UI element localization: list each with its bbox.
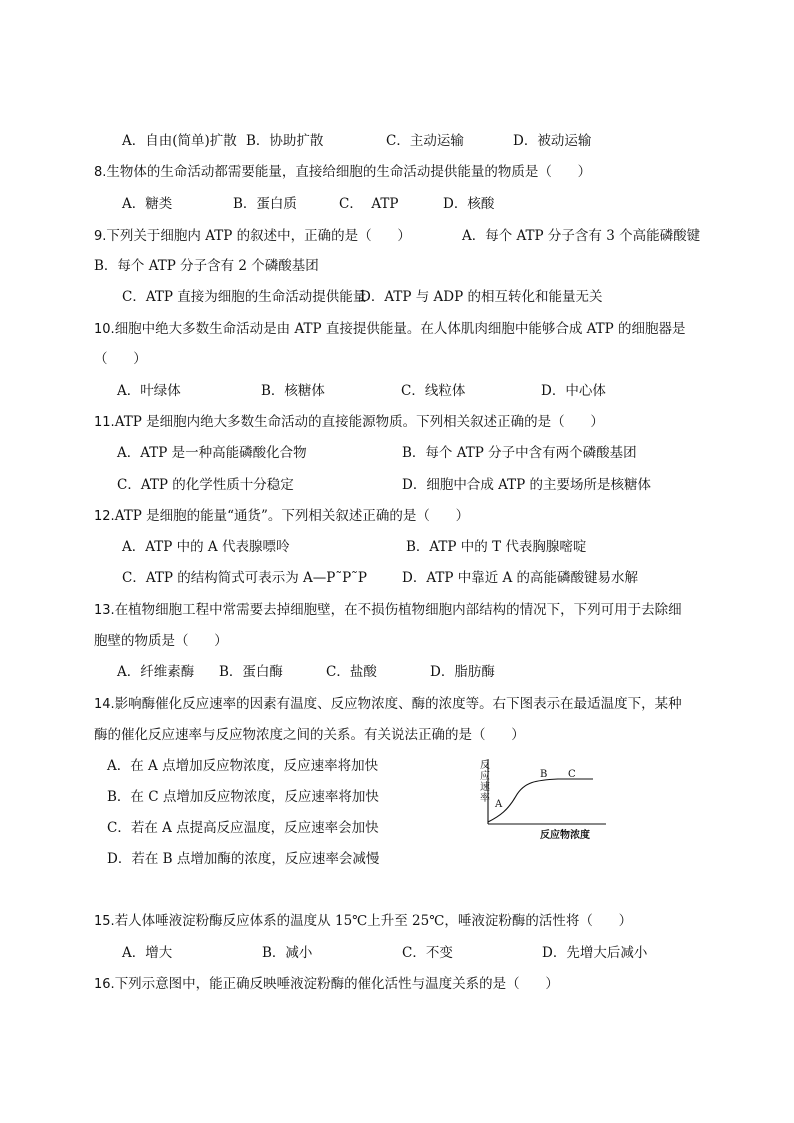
q7-option-a: A．自由(简单)扩散 [122,133,237,149]
question-text: 下列示意图中，能正确反映唾液淀粉酶的催化活性与温度关系的是（ ） [114,976,559,992]
question-text: 在植物细胞工程中常需要去掉细胞壁，在不损伤植物细胞内部结构的情况下，下列可用于去除细 [114,602,682,618]
y-axis-label-char: 反 [480,760,490,771]
q12-option-d: D．ATP 中靠近 A 的高能磷酸键易水解 [402,570,639,586]
q8-stem [94,163,591,182]
q10-stem-cont: （ ） [94,351,147,367]
q13-option-d: D．脂肪酶 [430,664,495,680]
q11-option-a: A．ATP 是一种高能磷酸化合物 [117,445,307,461]
q9-option-b: B．每个 ATP 分子含有 2 个磷酸基团 [94,258,319,274]
point-a-label: A [495,799,503,810]
q8-option-d: D．核酸 [443,196,495,212]
question-number: 9. [94,229,107,244]
q12-option-b: B．ATP 中的 T 代表胸腺嘧啶 [406,539,587,555]
q15-option-b: B．减小 [262,945,313,961]
q7-option-b: B．协助扩散 [246,133,324,149]
q10-option-b: B．核糖体 [261,383,325,399]
question-text: 细胞中绝大多数生命活动是由 ATP 直接提供能量。在人体肌肉细胞中能够合成 ATP 的细胞器是 [114,321,686,337]
question-number: 8. [94,165,107,180]
q16-stem [94,975,559,994]
q15-stem [94,912,632,931]
q10-option-c: C．线粒体 [401,383,466,399]
question-number: 16. [94,977,115,992]
q15-option-d: D．先增大后减小 [542,945,648,961]
question-number: 11. [94,415,115,430]
y-axis-label-char: 率 [480,793,490,804]
question-text: 若人体唾液淀粉酶反应体系的温度从 15℃上升至 25℃，唾液淀粉酶的活性将（ ） [114,913,633,929]
q10-stem [94,320,686,339]
question-text: ATP 是细胞内绝大多数生命活动的直接能源物质。下列相关叙述正确的是（ ） [114,414,604,430]
q7-option-c: C．主动运输 [386,133,464,149]
q11-option-c: C．ATP 的化学性质十分稳定 [117,477,294,493]
q12-option-a: A．ATP 中的 A 代表腺嘌呤 [122,539,290,555]
x-axis-label: 反应物浓度 [540,830,590,841]
q14-option-c: C．若在 A 点提高反应温度，反应速率会加快 [107,820,379,836]
question-text: 生物体的生命活动都需要能量，直接给细胞的生命活动提供能量的物质是（ ） [106,164,592,180]
question-number: 13. [94,603,115,618]
q11-stem [94,413,604,432]
q12-stem [94,507,469,526]
q13-option-a: A．纤维素酶 [117,664,195,680]
rate-curve [488,779,593,822]
q9-option-d: D．ATP 与 ADP 的相互转化和能量无关 [360,289,603,305]
q13-stem [94,601,682,620]
q13-stem-cont: 胞壁的物质是（ ） [94,633,228,649]
y-axis-label-char: 速 [480,782,490,793]
question-number: 15. [94,914,115,929]
q15-option-a: A．增大 [122,945,173,961]
q14-stem [94,695,682,714]
q9-option-c: C．ATP 直接为细胞的生命活动提供能量 [122,289,367,305]
q14-stem-cont: 酶的催化反应速率与反应物浓度之间的关系。有关说法正确的是（ ） [94,727,525,743]
q14-option-b: B．在 C 点增加反应物浓度，反应速率将加快 [107,789,379,805]
q13-option-b: B．蛋白酶 [219,664,283,680]
question-number: 12. [94,509,115,524]
point-b-label: B [540,769,548,780]
q8-option-b: B．蛋白质 [233,196,297,212]
q11-option-d: D．细胞中合成 ATP 的主要场所是核糖体 [402,477,652,493]
reaction-rate-graph [478,758,608,850]
question-text: 影响酶催化反应速率的因素有温度、反应物浓度、酶的浓度等。右下图表示在最适温度下，某种 [114,696,682,712]
q13-option-c: C．盐酸 [326,664,377,680]
point-c-label: C [568,769,576,780]
y-axis-label-char: 应 [480,771,490,782]
question-number: 14. [94,697,115,712]
q8-option-c: C． ATP [339,196,399,212]
q10-option-a: A．叶绿体 [117,383,181,399]
q9-option-a: A．每个 ATP 分子含有 3 个高能磷酸键 [462,228,701,244]
q12-option-c: C．ATP 的结构简式可表示为 A—P˜P˜P [122,570,368,586]
q14-option-d: D．若在 B 点增加酶的浓度，反应速率会减慢 [107,851,380,867]
q9-stem [94,227,411,246]
question-text: 下列关于细胞内 ATP 的叙述中，正确的是（ ） [106,228,411,244]
q8-option-a: A．糖类 [122,196,173,212]
q14-option-a: A．在 A 点增加反应物浓度，反应速率将加快 [107,758,379,774]
question-text: ATP 是细胞的能量“通货”。下列相关叙述正确的是（ ） [114,508,470,524]
q7-option-d: D．被动运输 [513,133,592,149]
q11-option-b: B．每个 ATP 分子中含有两个磷酸基团 [402,445,637,461]
q10-option-d: D．中心体 [541,383,606,399]
question-number: 10. [94,322,115,337]
q15-option-c: C．不变 [402,945,453,961]
